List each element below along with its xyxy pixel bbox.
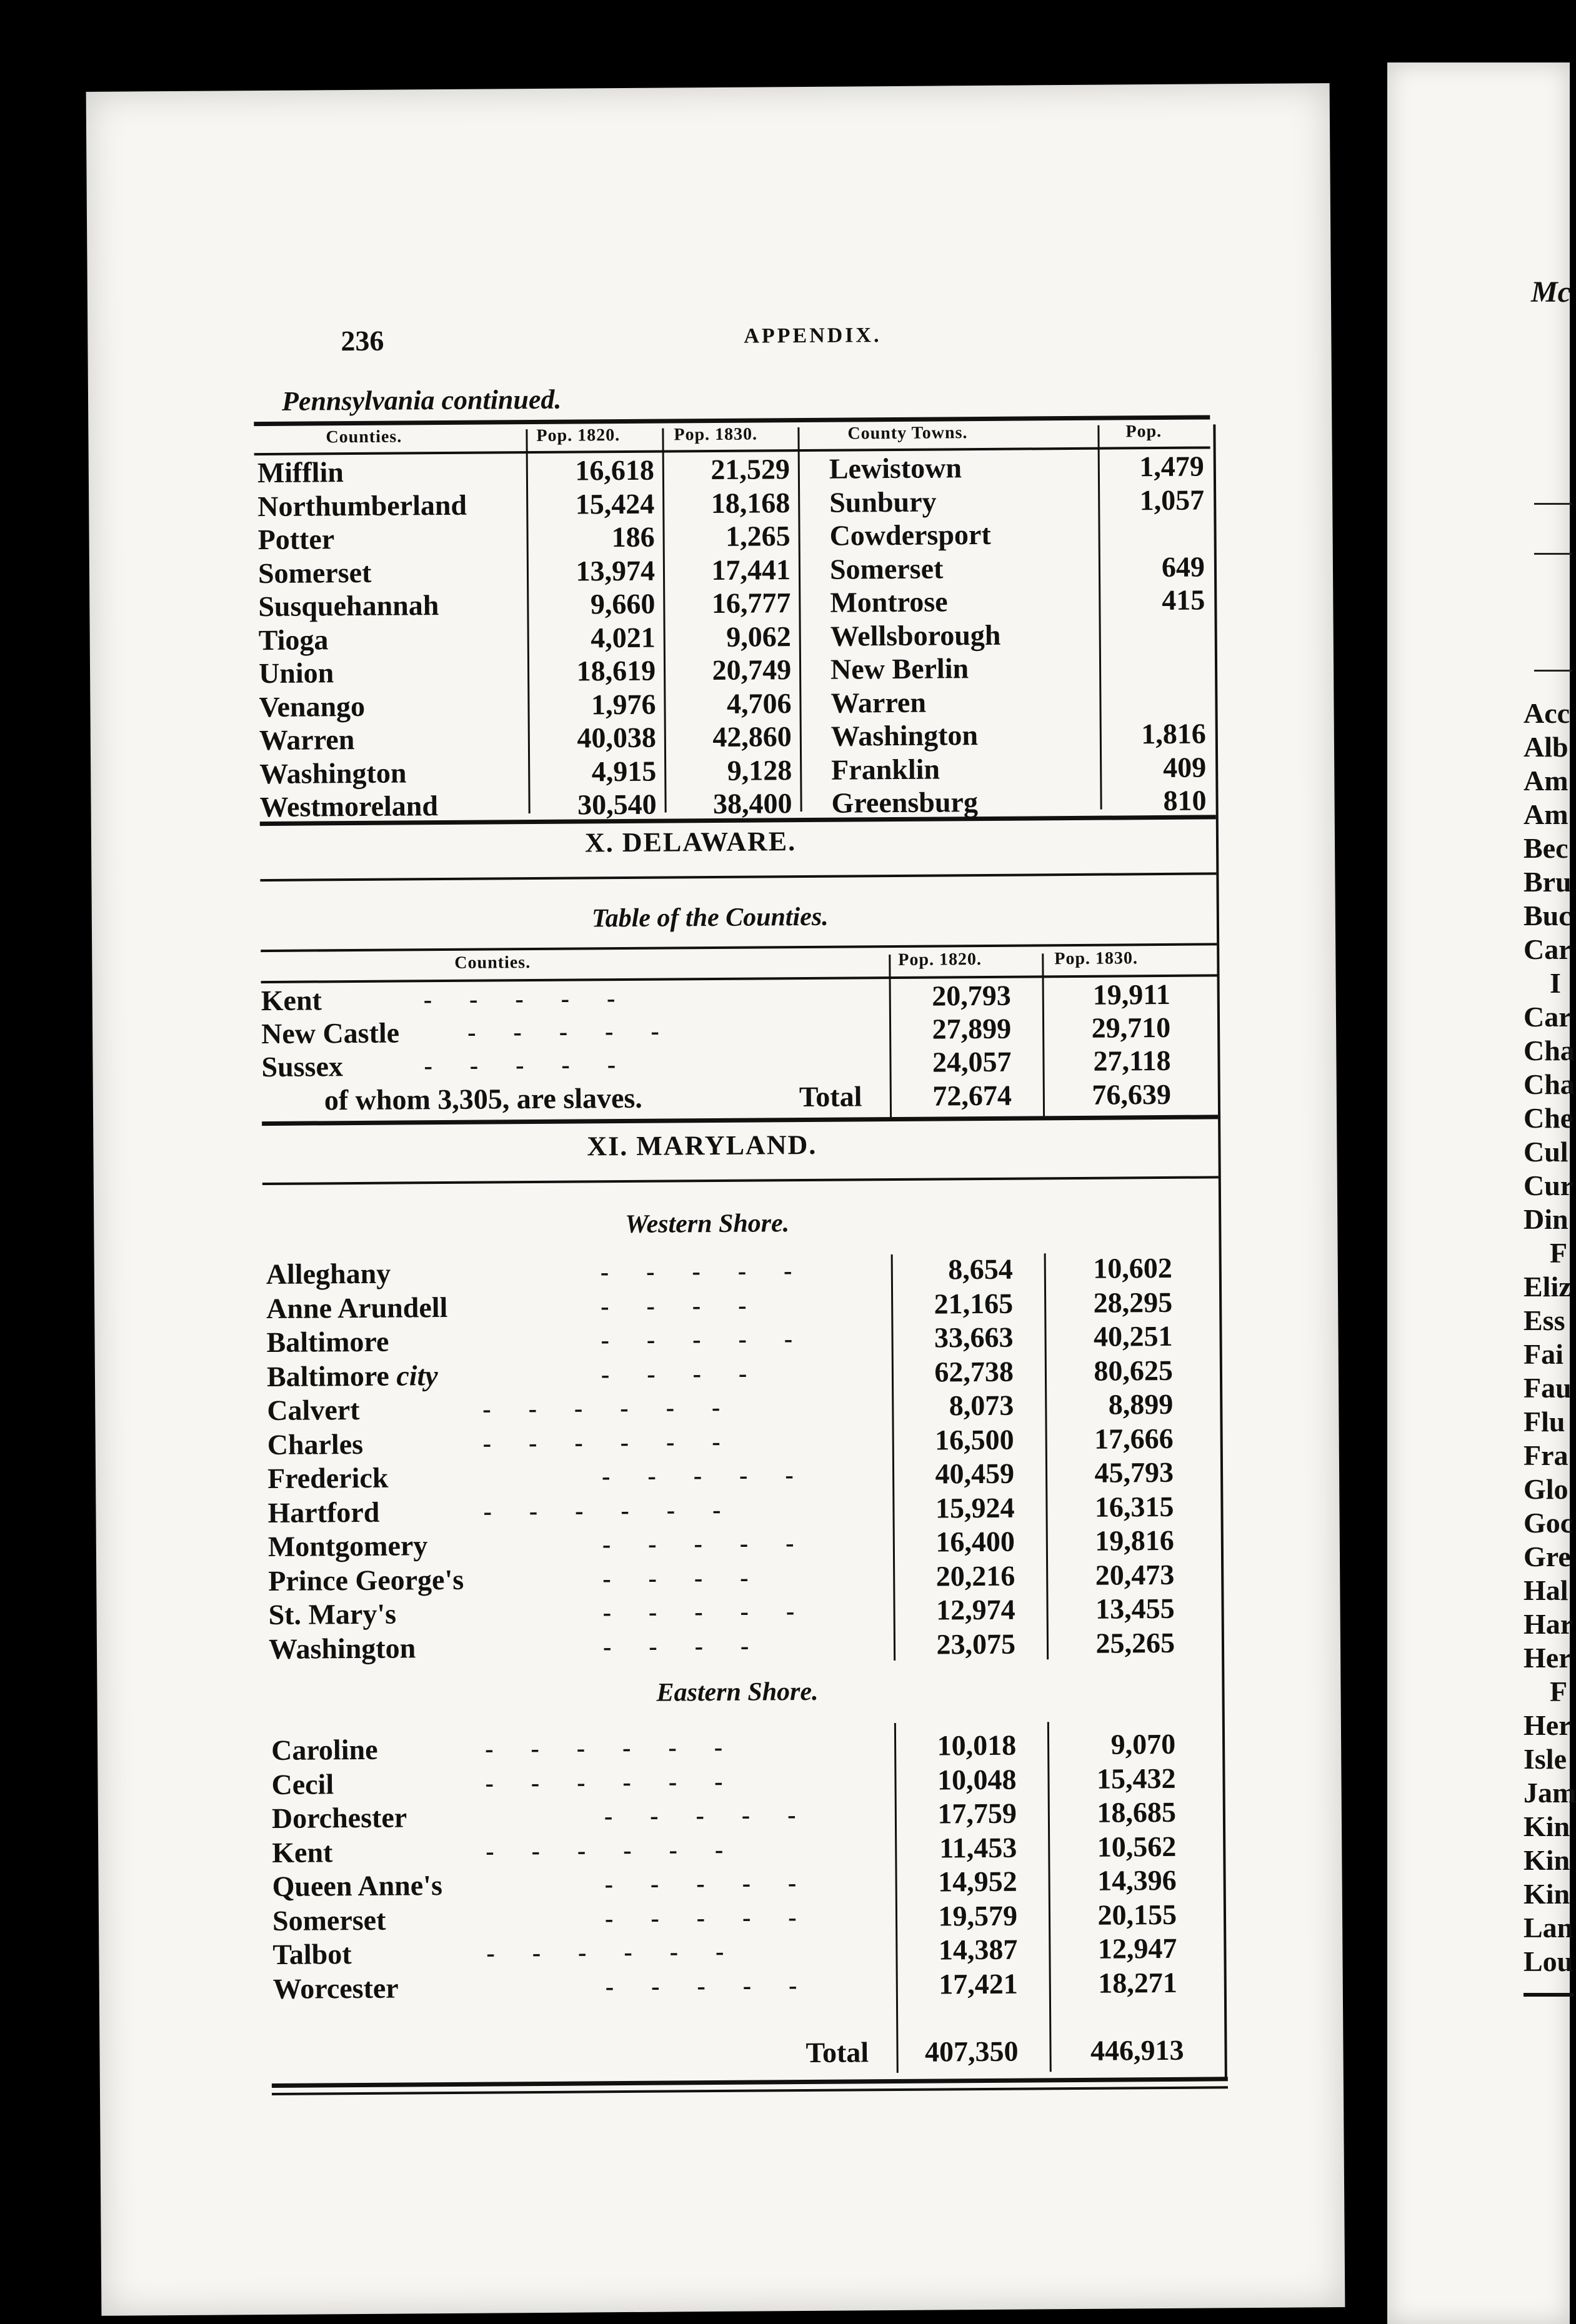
facing-page-row: Har <box>1524 1608 1574 1640</box>
pop-1820: 18,619 <box>576 654 656 687</box>
county-town: Montrose <box>830 585 948 618</box>
county-name-text: Hartford <box>267 1496 380 1529</box>
county-name: Caroline <box>271 1733 378 1766</box>
col-header-pop1820: Pop. 1820. <box>898 950 982 970</box>
facing-page-row: Cha <box>1524 1035 1575 1066</box>
pop-1820: 15,424 <box>575 487 655 520</box>
facing-page-row: F <box>1550 1676 1568 1707</box>
county-name-text: Calvert <box>267 1393 360 1427</box>
facing-page-row: Am <box>1524 798 1569 830</box>
section-rule <box>262 1176 1219 1185</box>
pop-1820: 20,793 <box>932 979 1011 1012</box>
column-rule <box>889 955 892 1117</box>
facing-page-row: I <box>1550 967 1561 999</box>
maryland-total-1820: 407,350 <box>924 2035 1019 2068</box>
pop-1820: 16,618 <box>575 454 655 487</box>
col-header-pop: Pop. <box>1125 421 1162 442</box>
facing-page-row: Cul <box>1524 1136 1569 1168</box>
leader-dashes: - - - - - - <box>485 1767 723 1797</box>
pop-1830: 17,441 <box>711 553 791 586</box>
town-pop: 1,479 <box>1139 450 1205 483</box>
pop-1830: 17,666 <box>1094 1422 1174 1455</box>
pop-1820: 8,073 <box>949 1389 1014 1422</box>
leader-dashes: - - - - <box>601 1291 747 1320</box>
pop-1830: 9,062 <box>726 620 791 653</box>
pop-1820: 10,048 <box>937 1763 1017 1796</box>
county-name-text: Baltimore <box>266 1359 397 1393</box>
pop-1820: 20,216 <box>935 1559 1015 1592</box>
county-name <box>267 1461 389 1496</box>
county-town: Franklin <box>831 752 940 786</box>
leader-dashes: - - - - - <box>467 1016 659 1046</box>
leader-dashes: - - - - - - <box>482 1427 721 1457</box>
facing-page-row: Her <box>1524 1642 1572 1674</box>
town-pop: 1,057 <box>1139 484 1205 516</box>
town-pop: 649 <box>1161 550 1205 583</box>
delaware-total-note <box>324 1081 642 1118</box>
col-header-pop1830: Pop. 1830. <box>1054 948 1139 969</box>
county-name: New Castle <box>261 1016 400 1050</box>
pop-1830: 21,529 <box>711 453 790 486</box>
page-number: 236 <box>341 324 384 357</box>
facing-page-rule <box>1534 670 1572 672</box>
facing-page-row: F <box>1550 1237 1568 1269</box>
facing-page-rule <box>1534 503 1572 505</box>
delaware-total-label: Total <box>799 1080 862 1113</box>
leader-dashes: - - - - <box>602 1631 749 1661</box>
facing-page-row: Eliz <box>1524 1271 1572 1303</box>
facing-page-row: Cur <box>1524 1169 1574 1201</box>
facing-page-row: Lan <box>1524 1912 1574 1944</box>
leader-dashes: - - - - - <box>601 1324 793 1354</box>
county-town: Lewistown <box>829 452 962 485</box>
county-town: Cowdersport <box>829 518 991 552</box>
pop-1830: 13,455 <box>1095 1592 1175 1625</box>
pop-1820: 12,974 <box>935 1593 1015 1626</box>
county-name: Somerset <box>272 1904 386 1937</box>
section-rule <box>260 872 1216 881</box>
county-name: Talbot <box>272 1938 352 1970</box>
facing-page-row: Car <box>1524 933 1572 965</box>
facing-page-row: Bec <box>1524 832 1569 864</box>
facing-page-row: Goc <box>1524 1507 1574 1539</box>
col-header-counties: Counties. <box>326 427 402 447</box>
delaware-total-1830: 76,639 <box>1092 1078 1172 1111</box>
county-town: Washington <box>830 719 979 752</box>
pop-1830: 1,265 <box>725 520 790 552</box>
pop-1820: 17,759 <box>937 1797 1017 1830</box>
facing-page-row: Glo <box>1524 1473 1569 1505</box>
leader-dashes: - - - - <box>602 1563 749 1592</box>
county-name: Potter <box>257 523 335 556</box>
pop-1830: 18,271 <box>1098 1966 1177 1999</box>
col-header-pop1820: Pop. 1820. <box>536 425 621 445</box>
county-name <box>267 1359 438 1394</box>
pop-1820: 11,453 <box>939 1831 1017 1864</box>
county-town: Somerset <box>829 552 944 585</box>
pop-1820: 10,018 <box>937 1729 1017 1762</box>
leader-dashes: - - - - - <box>605 1970 797 2000</box>
pop-1820: 16,400 <box>935 1525 1015 1558</box>
pop-1830: 10,562 <box>1097 1830 1177 1863</box>
town-pop: 1,816 <box>1141 717 1206 750</box>
facing-page-row: Jam <box>1524 1777 1576 1809</box>
pop-1830: 28,295 <box>1093 1286 1173 1319</box>
facing-page-row: Kin <box>1524 1810 1570 1842</box>
leader-dashes: - - - - - <box>602 1597 795 1627</box>
town-pop: 415 <box>1162 583 1205 616</box>
pop-1830: 45,793 <box>1094 1456 1174 1489</box>
facing-page-row: Che <box>1524 1102 1574 1134</box>
leader-dashes: - - - - - <box>423 984 616 1014</box>
county-name: Susquehannah <box>258 589 439 623</box>
pop-1830: 15,432 <box>1096 1762 1176 1795</box>
leader-dashes: - - - - - <box>602 1529 794 1559</box>
facing-page-row: Kin <box>1524 1844 1570 1876</box>
col-header-county-towns: County Towns. <box>847 423 968 444</box>
facing-page <box>1387 62 1576 2324</box>
county-name: Kent <box>261 984 322 1017</box>
county-name: Westmoreland <box>259 790 439 823</box>
county-name-text: Anne Arundell <box>266 1291 448 1324</box>
town-pop <box>1102 617 1205 651</box>
facing-page-header: Mc <box>1531 276 1571 309</box>
pop-1830: 9,128 <box>727 753 792 787</box>
leader-dashes: - - - - - <box>601 1461 794 1491</box>
pop-1820: 16,500 <box>935 1423 1014 1456</box>
pop-1820: 19,579 <box>938 1899 1018 1932</box>
pop-1820: 17,421 <box>939 1967 1018 2000</box>
maryland-total-label: Total <box>805 2036 869 2069</box>
pop-1830: 29,710 <box>1091 1011 1171 1044</box>
town-pop <box>1102 683 1205 718</box>
town-pop: 409 <box>1163 751 1207 783</box>
table-right-rule <box>1213 424 1227 2080</box>
facing-page-rows <box>1524 697 1576 1979</box>
leader-dashes: - - - - - <box>604 1800 796 1830</box>
county-name: Cecil <box>271 1767 334 1800</box>
county-name: Northumberland <box>257 489 467 522</box>
pop-1820: 186 <box>611 520 655 554</box>
pop-1830: 18,168 <box>711 486 790 519</box>
slaves-note: of whom 3,305, are slaves. <box>324 1081 642 1116</box>
facing-page-row: Flu <box>1524 1406 1565 1438</box>
pop-1830: 27,118 <box>1093 1044 1171 1077</box>
pop-1830: 19,816 <box>1095 1524 1175 1557</box>
pennsylvania-caption: Pennsylvania continued. <box>281 384 562 417</box>
county-name <box>268 1562 464 1597</box>
pop-1830: 9,070 <box>1110 1727 1176 1760</box>
facing-page-row: Kin <box>1524 1878 1570 1910</box>
facing-page-row: Gre <box>1524 1541 1571 1572</box>
county-name <box>267 1427 364 1461</box>
county-name: Queen Anne's <box>272 1869 443 1902</box>
leader-dashes: - - - - - - <box>486 1835 724 1865</box>
pop-1830: 40,251 <box>1093 1319 1173 1353</box>
facing-page-row: Hal <box>1524 1574 1569 1606</box>
pop-1830: 38,400 <box>712 787 792 820</box>
county-town: Greensburg <box>831 786 979 819</box>
county-town: Wellsborough <box>830 618 1001 652</box>
pop-1830: 20,155 <box>1097 1898 1177 1931</box>
delaware-total-1820: 72,674 <box>932 1079 1012 1112</box>
leader-dashes: - - - - - - <box>486 1937 724 1967</box>
county-name <box>267 1495 379 1529</box>
col-header-counties: Counties. <box>454 953 531 973</box>
leader-dashes: - - - - <box>601 1359 747 1388</box>
pop-1830: 10,602 <box>1093 1251 1172 1284</box>
facing-page-row: Fau <box>1524 1372 1572 1404</box>
pop-1820: 4,915 <box>591 755 657 787</box>
pop-1830: 80,625 <box>1094 1354 1174 1387</box>
maryland-title: XI. MARYLAND. <box>587 1129 817 1162</box>
county-name: Union <box>258 657 334 690</box>
col-header-pop1830: Pop. 1830. <box>674 424 758 445</box>
county-name: Worcester <box>272 1972 399 2005</box>
county-name <box>266 1325 389 1359</box>
pop-1830: 42,860 <box>712 720 792 753</box>
delaware-title: X. DELAWARE. <box>584 826 797 858</box>
pop-1830: 19,911 <box>1092 978 1170 1011</box>
county-name-text: Charles <box>267 1428 364 1461</box>
pop-1820: 40,459 <box>935 1457 1015 1490</box>
western-shore-title: Western Shore. <box>625 1209 790 1239</box>
pop-1820: 9,660 <box>590 587 656 620</box>
town-pop: 810 <box>1163 784 1207 817</box>
leader-dashes: - - - - - - <box>482 1393 721 1423</box>
facing-page-rule <box>1534 553 1572 555</box>
facing-page-row: Buc <box>1524 900 1572 931</box>
book-page <box>86 83 1345 2316</box>
facing-page-row: Car <box>1524 1001 1572 1033</box>
county-name-text: Baltimore <box>266 1325 389 1359</box>
table-bottom-rule <box>272 2086 1228 2095</box>
facing-page-row: Lou <box>1524 1945 1574 1977</box>
pop-1820: 14,387 <box>938 1933 1018 1966</box>
county-name-text: Alleghany <box>266 1257 391 1291</box>
county-name-text: Montgomery <box>267 1529 428 1563</box>
running-title: APPENDIX. <box>744 324 882 348</box>
pop-1820: 62,738 <box>934 1355 1014 1388</box>
county-town: Warren <box>830 686 927 719</box>
pop-1820: 8,654 <box>948 1253 1013 1286</box>
pop-1830: 8,899 <box>1108 1388 1174 1421</box>
pop-1830: 16,777 <box>711 587 791 620</box>
county-name <box>266 1290 448 1325</box>
pop-1830: 20,473 <box>1095 1558 1175 1591</box>
leader-dashes: - - - - - - <box>483 1495 721 1526</box>
pop-1830: 25,265 <box>1095 1626 1175 1659</box>
county-name: Washington <box>259 756 407 790</box>
county-name: Warren <box>259 723 355 757</box>
pop-1820: 13,974 <box>576 554 656 587</box>
facing-page-row: Cha <box>1524 1068 1575 1100</box>
facing-page-row: Ess <box>1524 1304 1565 1336</box>
county-name-text: St. Mary's <box>268 1597 397 1631</box>
pop-1820: 15,924 <box>935 1491 1015 1524</box>
county-name: Mifflin <box>257 456 344 489</box>
column-rule <box>797 427 802 812</box>
county-name-text: Frederick <box>267 1461 389 1495</box>
pop-1820: 40,038 <box>577 721 657 754</box>
county-name: Venango <box>259 690 366 723</box>
county-name <box>268 1529 428 1564</box>
pop-1830: 4,706 <box>726 687 792 720</box>
delaware-subtitle: Table of the Counties. <box>591 902 829 933</box>
county-name-text: Washington <box>268 1631 416 1665</box>
town-pop <box>1102 650 1205 685</box>
leader-dashes: - - - - - <box>604 1902 797 1932</box>
table-bottom-rule <box>272 2077 1228 2088</box>
pop-1830: 16,315 <box>1094 1490 1174 1523</box>
facing-page-row: Fai <box>1524 1338 1564 1370</box>
facing-page-row: Her <box>1524 1709 1572 1741</box>
pop-1830: 18,685 <box>1097 1795 1177 1829</box>
pop-1820: 1,976 <box>591 688 656 720</box>
pop-1820: 30,540 <box>577 788 657 821</box>
pop-1830: 12,947 <box>1097 1932 1177 1965</box>
county-name-text: Prince George's <box>268 1563 464 1597</box>
facing-page-row: Bru <box>1524 866 1572 898</box>
leader-dashes: - - - - - - <box>484 1732 723 1763</box>
county-name <box>267 1393 360 1428</box>
facing-page-row: Am <box>1524 765 1569 797</box>
county-name: Dorchester <box>271 1801 407 1834</box>
county-name <box>268 1597 396 1632</box>
leader-dashes: - - - - - <box>424 1050 616 1080</box>
pop-1820: 14,952 <box>937 1865 1017 1898</box>
pop-1820: 4,021 <box>591 621 656 653</box>
county-name: Kent <box>272 1835 333 1869</box>
facing-page-row: Fra <box>1524 1439 1569 1471</box>
pop-1820: 33,663 <box>934 1321 1014 1354</box>
facing-page-row: Acc <box>1524 697 1570 729</box>
county-name: Sussex <box>261 1050 344 1083</box>
pop-1820: 21,165 <box>934 1287 1014 1320</box>
maryland-total-1830: 446,913 <box>1090 2034 1184 2067</box>
pop-1830: 20,749 <box>712 653 792 687</box>
leader-dashes: - - - - - <box>604 1869 797 1899</box>
facing-page-bottom-rule <box>1524 1993 1574 1997</box>
county-name: Somerset <box>257 556 372 589</box>
county-name <box>266 1257 391 1291</box>
town-pop <box>1101 517 1204 551</box>
pop-1820: 27,899 <box>932 1012 1012 1045</box>
county-name: Tioga <box>258 623 329 656</box>
leader-dashes: - - - - - <box>600 1256 792 1286</box>
facing-page-row: Din <box>1524 1203 1569 1235</box>
pop-1830: 14,396 <box>1097 1864 1177 1897</box>
city-label: city <box>396 1359 438 1392</box>
facing-page-row: Alb <box>1524 731 1569 763</box>
county-town: Sunbury <box>829 485 937 519</box>
pop-1820: 23,075 <box>936 1627 1016 1661</box>
county-town: New Berlin <box>830 652 969 685</box>
pop-1820: 24,057 <box>932 1045 1012 1078</box>
eastern-shore-title: Eastern Shore. <box>656 1677 819 1707</box>
facing-page-row: Isle <box>1524 1743 1567 1775</box>
county-name <box>269 1631 416 1666</box>
